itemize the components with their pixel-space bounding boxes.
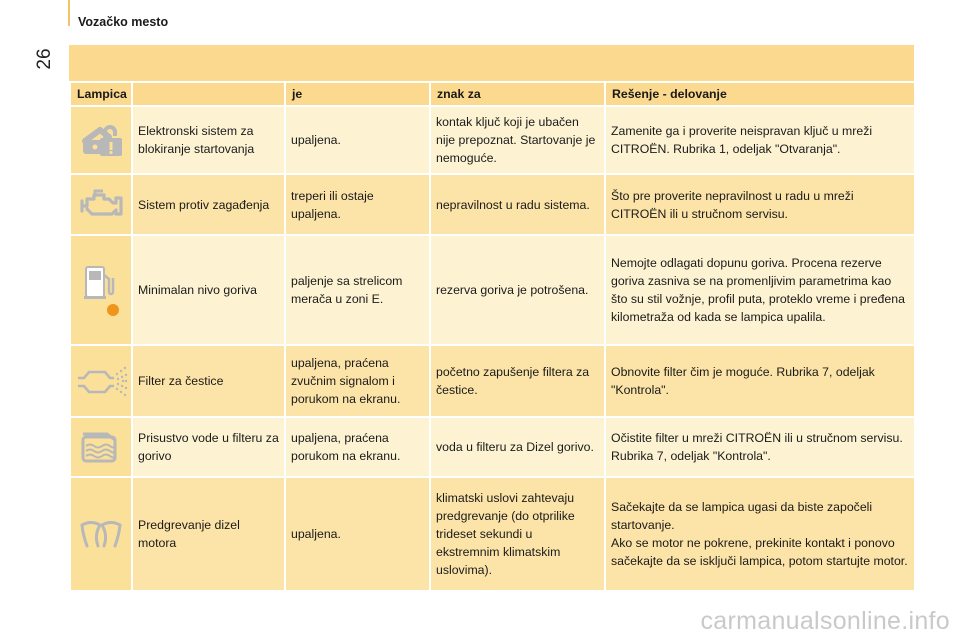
column-header-lampica: Lampica [70,82,132,106]
lamp-state: upaljena. [285,477,430,591]
column-header-znak-za: znak za [430,82,605,106]
lamp-name: Predgrevanje dizel motora [132,477,285,591]
table-header-row [70,82,915,106]
table-row [70,174,915,235]
lamp-solution: Što pre proverite nepravilnost u radu u mreži CITROËN ili u stručnom servisu. [605,174,915,235]
icon-cell [70,106,132,174]
column-header-empty [132,82,285,106]
lamp-state: paljenje sa strelicom merača u zoni E. [285,235,430,345]
lamp-meaning: rezerva goriva je potrošena. [430,235,605,345]
lamp-meaning: klimatski uslovi zahtevaju predgrevanje (do otprilike trideset sekundi u ekstremnim klimatskim uslovima). [430,477,605,591]
icon-cell [70,345,132,417]
water-in-fuel-icon [79,430,123,464]
column-header-resenje: Rešenje - delovanje [605,82,915,106]
lamp-solution: Zamenite ga i proverite neispravan ključ u mreži CITROËN. Rubrika 1, odeljak "Otvaranja". [605,106,915,174]
page-number: 26 [34,48,55,70]
table-row [70,477,915,591]
lamp-state: upaljena, praćena zvučnim signalom i porukom na ekranu. [285,345,430,417]
side-rule [68,0,70,26]
lamp-state: upaljena, praćena porukom na ekranu. [285,417,430,477]
icon-cell [70,174,132,235]
lamp-name: Sistem protiv zagađenja [132,174,285,235]
lamp-meaning: kontak ključ koji je ubačen nije prepoznat. Startovanje je nemoguće. [430,106,605,174]
engine-icon [78,189,124,221]
table-row [70,235,915,345]
lamp-state: treperi ili ostaje upaljena. [285,174,430,235]
lamp-meaning: voda u filteru za Dizel gorivo. [430,417,605,477]
table-row [70,106,915,174]
lamp-name: Minimalan nivo goriva [132,235,285,345]
lamp-solution: Očistite filter u mreži CITROËN ili u stručnom servisu. Rubrika 7, odeljak "Kontrola". [605,417,915,477]
table-header-band [69,45,914,81]
table-row [70,417,915,477]
section-title: Vozačko mesto [78,15,169,29]
lamp-solution: Sačekajte da se lampica ugasi da biste započeli startovanje. Ako se motor ne pokrene, prekinite kontakt i ponovo sačekajte da se isključi lampica, potom startujte motor. [605,477,915,591]
icon-cell [70,417,132,477]
lamp-state: upaljena. [285,106,430,174]
lamp-name: Elektronski sistem za blokiranje startovanja [132,106,285,174]
glow-plug-icon [78,519,124,549]
lamp-meaning: početno zapušenje filtera za čestice. [430,345,605,417]
immobiliser-lock-icon [79,121,123,159]
lamp-name: Prisustvo vode u filteru za gorivo [132,417,285,477]
lamp-solution: Obnovite filter čim je moguće. Rubrika 7, odeljak "Kontrola". [605,345,915,417]
warning-lamps-table [69,81,916,592]
icon-cell [70,477,132,591]
icon-cell [70,235,132,345]
watermark: carmanualsonline.info [700,607,950,635]
fuel-pump-icon [78,261,124,319]
lamp-solution: Nemojte odlagati dopunu goriva. Procena rezerve goriva zasniva se na promenljivim parametrima kao što su stil vožnje, profil puta, proteklo vreme i pređena kilometraža od kada se lampica upalila. [605,235,915,345]
lamp-name: Filter za čestice [132,345,285,417]
table-row [70,345,915,417]
column-header-je: je [285,82,430,106]
particle-filter-icon [76,364,128,398]
lamp-meaning: nepravilnost u radu sistema. [430,174,605,235]
